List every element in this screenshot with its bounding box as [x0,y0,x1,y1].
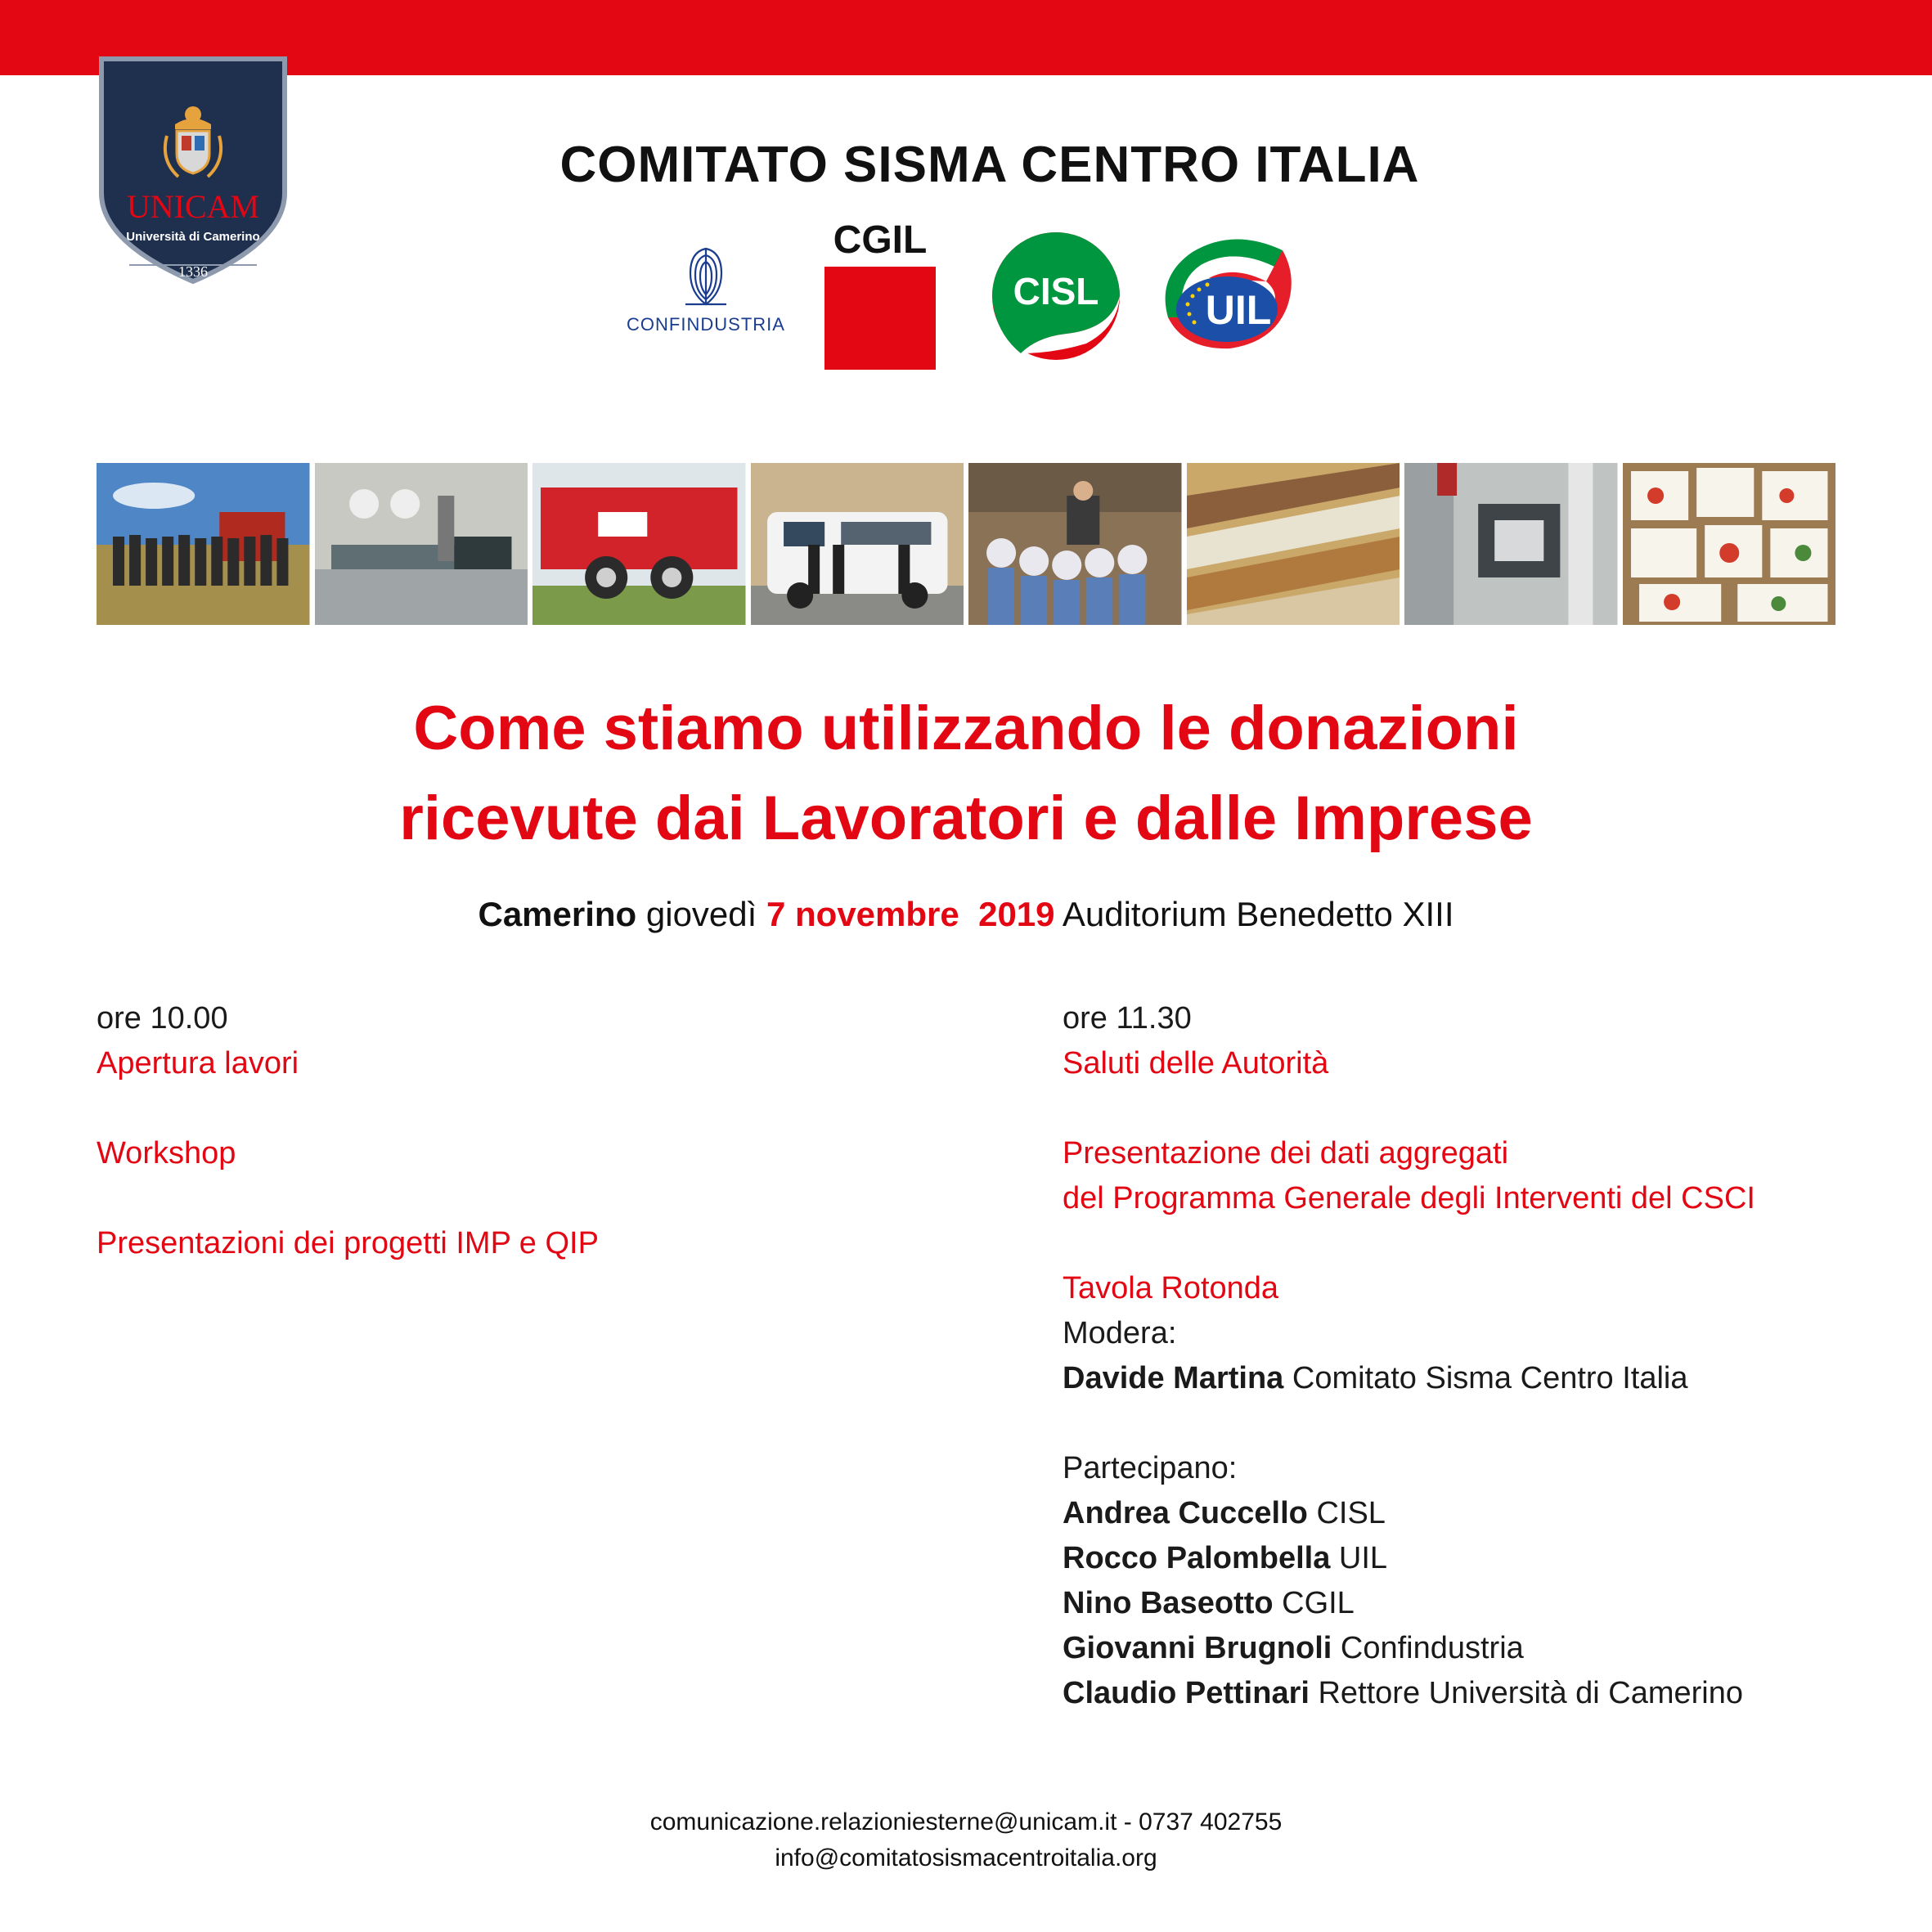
participant-role: CGIL [1282,1586,1355,1620]
cisl-logo [988,231,1124,362]
participant-name: Giovanni Brugnoli [1063,1631,1332,1665]
headline-line-2: ricevute dai Lavoratori e dalle Imprese [399,784,1533,853]
participant-entry [1063,1671,1880,1716]
participant-name: Claudio Pettinari [1063,1676,1310,1710]
greetings-item: Saluti delle Autorità [1063,1046,1329,1081]
participants-label: Partecipano: [1063,1451,1238,1485]
event-headline [148,684,1784,864]
photo-machinery [315,463,528,625]
unicam-name: UNICAM [126,188,260,225]
photo-legumes [1187,463,1400,625]
photo-red-trailer [532,463,746,625]
moderator-role: Comitato Sisma Centro Italia [1292,1361,1688,1395]
morning-time: ore 10.00 [97,1001,228,1036]
unicam-shield-logo [97,54,290,286]
headline-line-1: Come stiamo utilizzando le donazioni [413,694,1519,763]
photo-children-drawings [1623,463,1836,625]
confindustria-logo [615,244,797,339]
moderator-label: Modera: [1063,1316,1177,1350]
participant-role: UIL [1338,1541,1388,1575]
event-city: Camerino [478,895,637,933]
contact-footer [312,1804,1620,1876]
event-venue: Auditorium Benedetto XIII [1062,895,1454,933]
photo-strip [97,463,1835,625]
data-presentation-line-2: del Programma Generale degli Interventi del CSCI [1063,1181,1755,1215]
cgil-logo [824,218,936,370]
event-date: 7 novembre 2019 [766,895,1055,933]
data-presentation-line-1: Presentazione dei dati aggregati [1063,1136,1509,1170]
participant-name: Nino Baseotto [1063,1586,1274,1620]
confindustria-emblem-icon [615,244,797,314]
round-table-item: Tavola Rotonda [1063,1271,1279,1305]
top-red-bar [0,0,1932,75]
event-weekday: giovedì [645,895,757,933]
participant-entry [1063,1491,1880,1536]
confindustria-label: CONFINDUSTRIA [627,314,785,335]
program-late-morning [1063,996,1880,1716]
late-morning-time: ore 11.30 [1063,1001,1192,1036]
photo-lab-equipment [1404,463,1618,625]
contact-line-2[interactable]: info@comitatosismacentroitalia.org [775,1844,1157,1871]
cgil-red-square [824,267,936,370]
participant-name: Rocco Palombella [1063,1541,1331,1575]
cgil-label: CGIL [833,218,928,262]
unicam-year: 1336 [178,263,208,280]
participant-entry [1063,1536,1880,1581]
participant-role: Confindustria [1340,1631,1524,1665]
cisl-label: CISL [1013,270,1099,312]
participant-role: CISL [1316,1496,1386,1530]
photo-children-workshop [968,463,1182,625]
participant-name: Andrea Cuccello [1063,1496,1308,1530]
uil-logo [1152,227,1299,355]
committee-title: COMITATO SISMA CENTRO ITALIA [559,137,1420,193]
moderator-name: Davide Martina [1063,1361,1284,1395]
uil-label: UIL [1205,287,1272,333]
participant-entry [1063,1626,1880,1671]
photo-group-field [97,463,310,625]
workshop-item: Workshop [97,1136,236,1170]
participant-entry [1063,1581,1880,1626]
unicam-subtitle: Università di Camerino [126,230,260,244]
photo-white-van [751,463,964,625]
participant-role: Rettore Università di Camerino [1318,1676,1744,1710]
contact-line-1[interactable]: comunicazione.relazioniesterne@unicam.it - 0737 402755 [649,1808,1283,1835]
opening-item: Apertura lavori [97,1046,299,1081]
program-morning [97,996,996,1266]
projects-presentation-item: Presentazioni dei progetti IMP e QIP [97,1226,599,1260]
event-details [148,895,1784,934]
moderator-entry [1063,1356,1880,1401]
